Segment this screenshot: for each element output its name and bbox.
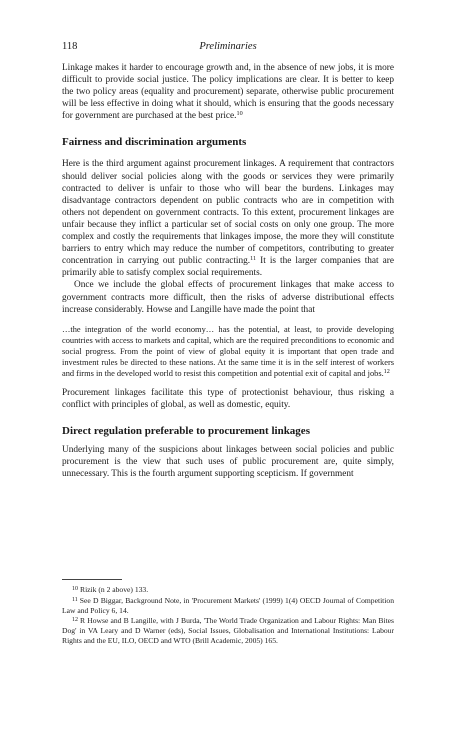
- section-heading-fairness: Fairness and discrimination arguments: [62, 136, 247, 149]
- footnote-number: 12: [72, 617, 78, 624]
- fairness-paragraph-2: Once we include the global effects of procurement linkages that make access to government contracts more difficult, then the risks of adverse distributional effects increase considerably. Howse and Langille have made the point that: [62, 280, 394, 315]
- footnote-11: [62, 596, 394, 616]
- body-text: [62, 62, 394, 480]
- footnote-number: 10: [72, 586, 78, 592]
- footnote-ref-12: 12: [383, 367, 390, 375]
- footnote-10: [62, 585, 394, 595]
- footnote-text: R Howse and B Langille, with J Burda, 'The World Trade Organization and Labour Rights: Man Bites Dog' in VA Leary and D Warner (eds), Social Issues, Globalisation and International Institutions: Labour Rights and the EU, ILO, OECD and WTO (Brill Academic, 2005) 165.: [62, 616, 394, 645]
- footnotes: [62, 585, 394, 647]
- intro-paragraph: [62, 62, 394, 122]
- block-quote-text: …the integration of the world economy… has the potential, at least, to provide developing countries with access to markets and capital, which are the required preconditions to economic and social progress. From the point of view of global equity it is important that open trade and investment rules be directed to these nations. At the same time it is in the self interest of workers and firms in the developed world to resist this competition and potential exit of capital and jobs.: [62, 324, 394, 378]
- footnote-text: Rizik (n 2 above) 133.: [80, 585, 149, 594]
- fairness-paragraph-1-text-a: Here is the third argument against procurement linkages. A requirement that contractors should deliver social policies along with the goods or services they were primarily contracted to deliver is unfair to those who will bear the burdens. Linkages may disadvantage contractors dependent on public contracts who are in competition with others not dependent on government contracts. To this extent, procurement linkages are unfair because they inflict a particular set of social costs on only one group. The more complex and costly the requirements that linkages impose, the more they will constitute barriers to entry which may reduce the number of competitors, contributing to greater concentration in carrying out public contracting.: [62, 159, 394, 267]
- section-heading-direct-regulation: Direct regulation preferable to procurement linkages: [62, 424, 310, 437]
- footnote-12: [62, 616, 394, 645]
- footnote-divider: [62, 579, 122, 580]
- page-number: 118: [62, 41, 78, 52]
- fairness-paragraph-3: Procurement linkages facilitate this type of protectionist behaviour, thus risking a conflict with principles of global, as well as domestic, equity.: [62, 387, 394, 410]
- footnote-ref-11: 11: [250, 255, 257, 263]
- footnote-ref-10: 10: [236, 110, 243, 118]
- footnote-number: 11: [72, 596, 78, 603]
- block-quote: [62, 324, 394, 379]
- page-header: [62, 41, 394, 55]
- fairness-paragraph-1-text-b: It is the larger companies that are primarily able to satisfy complex social requirements.: [62, 256, 395, 279]
- intro-paragraph-text: Linkage makes it harder to encourage growth and, in the absence of new jobs, it is more difficult to provide social justice. The policy implications are clear. It is better to keep the two policy areas (equality and procurement) separate, otherwise public procurement will be less effective in doing what it should, which is ensuring that the goods necessary for government are purchased at the best price.: [62, 63, 394, 122]
- direct-regulation-paragraph-1: Underlying many of the suspicions about linkages between social policies and public procurement is the view that such uses of public procurement are, quite simply, unnecessary. This is the fourth argument supporting scepticism. If government: [62, 444, 394, 480]
- running-title: Preliminaries: [199, 41, 257, 52]
- fairness-paragraph-1: [62, 158, 394, 279]
- footnote-text: See D Biggar, Background Note, in 'Procurement Markets' (1999) 1(4) OECD Journal of Competition Law and Policy 6, 14.: [62, 595, 394, 615]
